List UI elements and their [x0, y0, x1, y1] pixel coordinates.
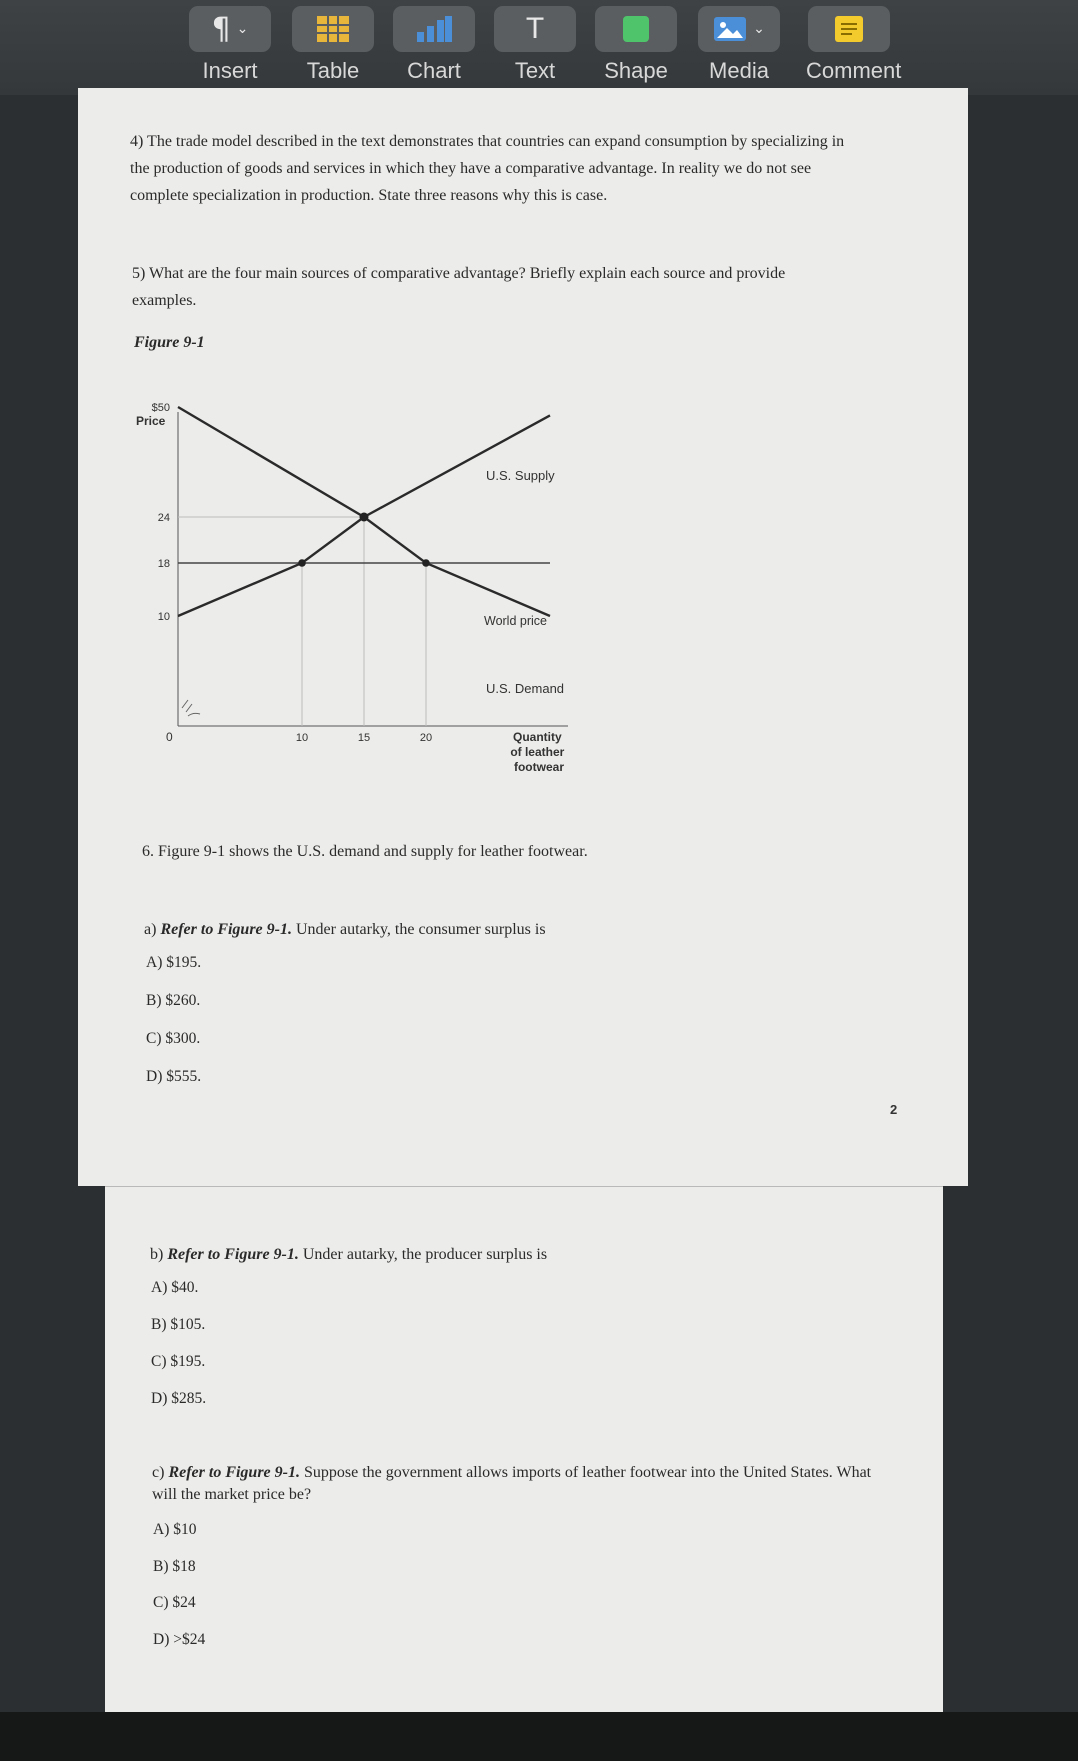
- qc-option-a: A) $10: [153, 1521, 197, 1538]
- chart-button[interactable]: [391, 6, 477, 84]
- page-number: 2: [890, 1102, 898, 1117]
- question-6c: [152, 1462, 912, 1506]
- qc-text-1: Suppose the government allows imports of leather footwear into the United States. What: [299, 1464, 872, 1481]
- question-6: 6. Figure 9-1 shows the U.S. demand and supply for leather footwear.: [142, 843, 588, 860]
- qc-line-1: [152, 1462, 912, 1484]
- qb-prefix: b): [150, 1246, 168, 1263]
- question-4: [130, 128, 920, 209]
- comment-label: Comment: [806, 58, 902, 83]
- qb-option-c: C) $195.: [151, 1353, 206, 1370]
- table-icon: [292, 6, 374, 52]
- qa-option-a: A) $195.: [146, 954, 202, 971]
- shape-label: Shape: [604, 58, 668, 83]
- intersection-point-2: [422, 559, 430, 567]
- intersection-point-1: [360, 513, 369, 522]
- ytick-label-18: 18: [157, 558, 170, 570]
- qc-line-2: will the market price be?: [152, 1486, 312, 1503]
- media-icon: ⌄: [698, 6, 780, 52]
- origin-label: 0: [166, 730, 173, 744]
- q4-line-2: the production of goods and services in which they have a comparative advantage. In reality we do not see: [130, 160, 812, 177]
- ytick-label-50: $50: [151, 402, 170, 414]
- qa-prefix: a): [144, 921, 161, 938]
- series-label-world-price: World price: [484, 614, 547, 628]
- comment-icon: [808, 6, 890, 52]
- qb-ref: Refer to Figure 9-1.: [167, 1246, 299, 1263]
- shape-button[interactable]: [593, 6, 679, 84]
- q5-line-1: 5) What are the four main sources of comparative advantage? Briefly explain each source and provide: [132, 265, 786, 282]
- qb-text: Under autarky, the producer surplus is: [298, 1246, 548, 1263]
- question-5: [132, 260, 892, 314]
- question-6b: [150, 1241, 547, 1268]
- xtick-label-20: 20: [419, 732, 433, 744]
- q4-line-1: 4) The trade model described in the text demonstrates that countries can expand consumption by specializing in: [130, 133, 845, 150]
- question-6a: [144, 916, 546, 943]
- text-icon: T: [494, 6, 576, 52]
- series-label-demand: U.S. Demand: [486, 681, 565, 696]
- qb-option-a: A) $40.: [151, 1279, 199, 1296]
- xtick-label-10: 10: [295, 732, 309, 744]
- ytick-label-10: 10: [157, 611, 170, 623]
- media-button[interactable]: [696, 6, 782, 84]
- axis-break-mark: [182, 700, 200, 716]
- x-axis-label-line-2: of leather: [510, 745, 565, 759]
- figure-title: Figure 9-1: [134, 334, 205, 351]
- x-axis-label-line-3: footwear: [513, 760, 565, 774]
- qc-prefix: c): [152, 1464, 169, 1481]
- qc-option-d: D) >$24: [153, 1631, 206, 1648]
- q5-line-2: examples.: [132, 292, 197, 309]
- qb-option-b: B) $105.: [151, 1316, 206, 1333]
- qb-option-d: D) $285.: [151, 1390, 207, 1407]
- chart-icon: [393, 6, 475, 52]
- intersection-point-0: [298, 559, 306, 567]
- ytick-label-24: 24: [157, 512, 170, 524]
- qc-option-b: B) $18: [153, 1558, 196, 1575]
- media-label: Media: [709, 58, 769, 83]
- supply-demand-chart: [118, 398, 598, 783]
- table-label: Table: [306, 58, 360, 83]
- text-button[interactable]: [492, 6, 578, 84]
- chart-label: Chart: [407, 58, 461, 83]
- xtick-label-15: 15: [357, 732, 371, 744]
- toolbar: [0, 0, 1078, 95]
- bottom-bar: [0, 1712, 1078, 1761]
- y-axis-label: Price: [136, 414, 166, 428]
- table-button[interactable]: [290, 6, 376, 84]
- qa-option-c: C) $300.: [146, 1030, 201, 1047]
- qa-option-b: B) $260.: [146, 992, 201, 1009]
- qa-text: Under autarky, the consumer surplus is: [291, 921, 546, 938]
- paragraph-icon: ¶ ⌄: [189, 6, 271, 52]
- insert-label: Insert: [202, 58, 258, 83]
- text-label: Text: [514, 58, 556, 83]
- comment-button[interactable]: [806, 6, 902, 84]
- shape-icon: [595, 6, 677, 52]
- q4-line-3: complete specialization in production. State three reasons why this is case.: [130, 187, 608, 204]
- qa-ref: Refer to Figure 9-1.: [160, 921, 292, 938]
- x-axis-label: [510, 730, 567, 774]
- series-label-supply: U.S. Supply: [486, 468, 555, 483]
- insert-button[interactable]: [187, 6, 273, 84]
- document-page-2: [105, 1186, 943, 1712]
- qc-option-c: C) $24: [153, 1594, 196, 1611]
- x-axis-label-line-1: Quantity: [512, 730, 562, 744]
- qc-ref: Refer to Figure 9-1.: [168, 1464, 300, 1481]
- qa-option-d: D) $555.: [146, 1068, 202, 1085]
